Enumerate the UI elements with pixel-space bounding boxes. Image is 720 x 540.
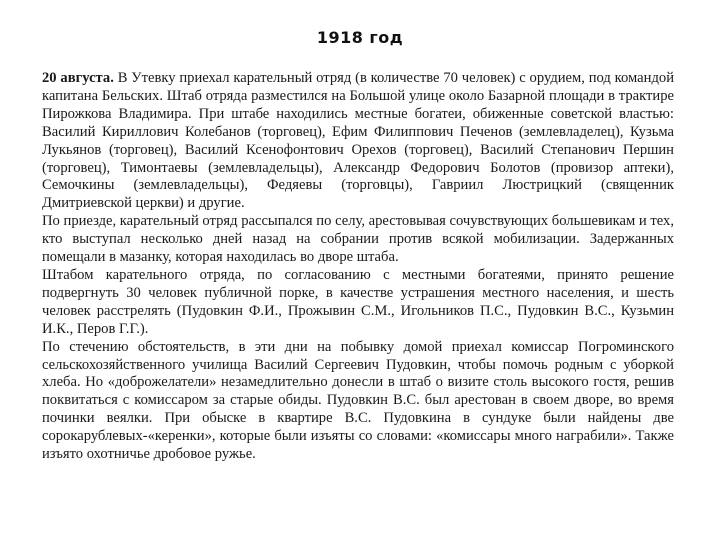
- paragraph-1: [42, 70, 674, 213]
- document-body: [42, 70, 674, 464]
- paragraph-3: Штабом карательного отряда, по согласованию с местными богатеями, принято решение подвергнуть 30 человек публичной порке, в качестве устрашения местного населения, и шесть человек расстрелять (Пудовкин Ф.И., Прожывин С.М., Игольников П.С., Пудовкин В.С., Кузьмин И.К., Перов Г.Г.).: [42, 266, 674, 337]
- paragraph-1-text: В Утевку приехал карательный отряд (в количестве 70 человек) с орудием, под командой капитана Бельских. Штаб отряда разместился на Большой улице около Базарной площади в трактире Пирожкова Владимира. При штабе находились местные богатеи, обиженные советской властью: Василий Кириллович Колебанов (торговец), Ефим Филиппович Печенов (землевладелец), Кузьма Лукьянов (торговец), Василий Ксенофонтович Орехов (торговец), Василий Степанович Першин (торговец), Тимонтаевы (землевладельцы), Александр Федорович Болотов (провизор аптеки), Семочкины (землевладельцы), Федяевы (торговцы), Гавриил Люстрицкий (священник Дмитриевской церкви) и другие.: [42, 70, 675, 212]
- paragraph-2: По приезде, карательный отряд рассыпался по селу, арестовывая сочувствующих большевикам и тех, кто выступал несколько дней назад на собрании против всякой мобилизации. Задержанных помещали в мазанку, которая находилась во дворе штаба.: [42, 213, 674, 266]
- paragraph-4: По стечению обстоятельств, в эти дни на побывку домой приехал комиссар Погроминского сельскохозяйственного училища Василий Сергеевич Пудовкин, чтобы помочь родным с уборкой хлеба. Но «доброжелатели» незамедлительно донесли в штаб о визите столь высокого гостя, решив поквитаться с комиссаром за старые обиды. Пудовкин В.С. был арестован в своем дворе, во время починки веялки. При обыске в квартире В.С. Пудовкина в сундуке были найдены две сорокарублевых-«керенки», которые были изъяты со словами: «комиссары много награбили». Также изъято охотничье дробовое ружье.: [42, 338, 674, 463]
- page-title: 1918 год: [316, 28, 404, 47]
- date-lead: 20 августа.: [42, 70, 114, 86]
